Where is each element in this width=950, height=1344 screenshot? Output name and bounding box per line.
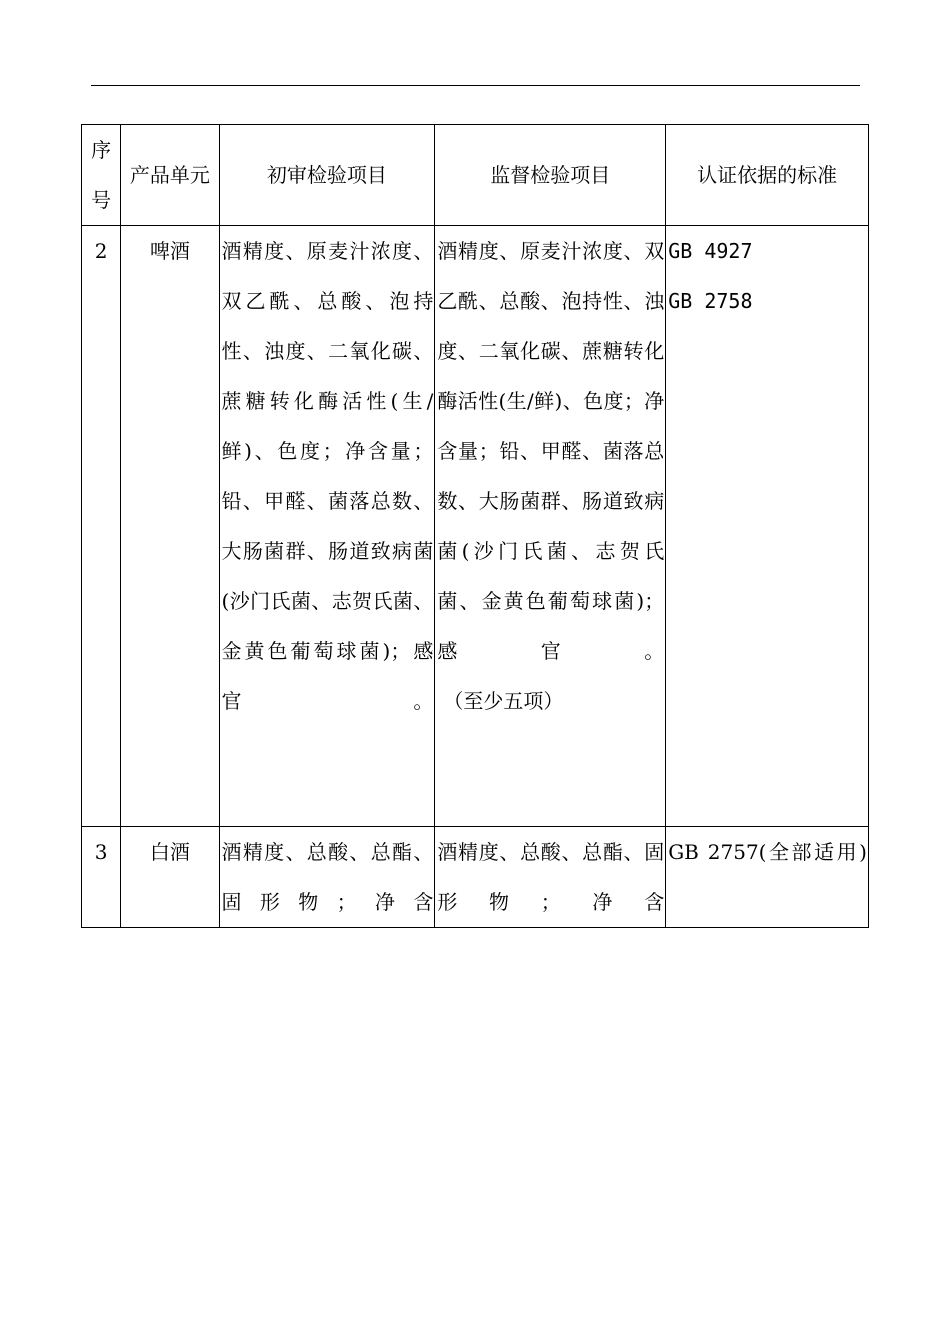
row-standard (666, 827, 869, 928)
table-row (82, 226, 869, 827)
header-no: 序号 (82, 125, 121, 226)
table-row (82, 827, 869, 928)
row-unit: 啤酒 (121, 226, 219, 827)
row-standard (666, 226, 869, 827)
row-no: 3 (82, 827, 121, 928)
supervision-items-text: 酒精度、原麦汁浓度、双乙酰、总酸、泡持性、浊度、二氧化碳、蔗糖转化酶活性(生/鲜)、色度；净含量；铅、甲醛、菌落总数、大肠菌群、肠道致病菌(沙门氏菌、志贺氏菌、金黄色葡萄球菌)；感官。 (437, 239, 665, 663)
standard-line: GB 2758 (668, 289, 753, 313)
row-initial-items (219, 827, 435, 928)
row-supervision-items (435, 226, 666, 827)
row-initial-items (219, 226, 435, 827)
table-header-row (82, 125, 869, 226)
row-supervision-items (435, 827, 666, 928)
inspection-table (81, 124, 869, 928)
header-initial-items: 初审检验项目 (219, 125, 435, 226)
supervision-note: （至少五项） (443, 689, 564, 713)
initial-items-text: 酒精度、原麦汁浓度、双乙酰、总酸、泡持性、浊度、二氧化碳、蔗糖转化酶活性(生/鲜)、色度；净含量；铅、甲醛、菌落总数、大肠菌群、肠道致病菌(沙门氏菌、志贺氏菌、金黄色葡萄球菌)；感官。 (221, 239, 434, 713)
header-standard: 认证依据的标准 (666, 125, 869, 226)
row-unit: 白酒 (121, 827, 219, 928)
header-unit: 产品单元 (121, 125, 219, 226)
supervision-items-text: 酒精度、总酸、总酯、固形物；净含 (437, 840, 665, 914)
header-supervision-items: 监督检验项目 (435, 125, 666, 226)
initial-items-text: 酒精度、总酸、总酯、固形物；净含 (221, 840, 434, 914)
row-no: 2 (82, 226, 121, 827)
header-rule (91, 85, 860, 86)
standard-line: GB 4927 (668, 239, 753, 263)
standard-line: GB 2757(全部适用) (668, 840, 867, 864)
